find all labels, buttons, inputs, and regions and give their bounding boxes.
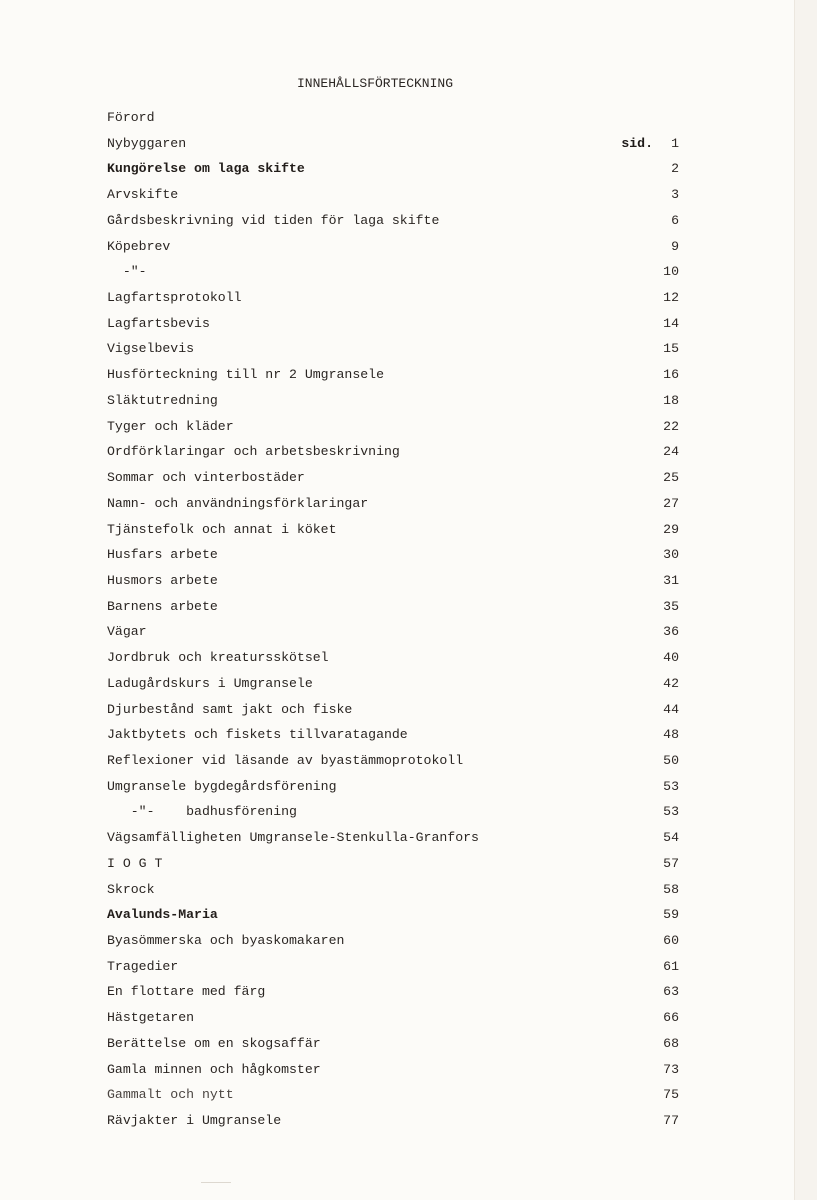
toc-entry-title: Husförteckning till nr 2 Umgransele [107,367,384,383]
toc-entry [107,288,681,314]
toc-entry-page-number: 54 [663,830,679,846]
toc-entry-title: Gårdsbeskrivning vid tiden för laga skifte [107,212,440,228]
table-of-contents [107,108,681,1137]
toc-entry [107,339,681,365]
toc-entry-page-number: 35 [663,598,679,614]
toc-entry-page-number: 12 [663,290,679,306]
toc-entry-title: Vägar [107,624,147,640]
toc-entry-title: Reflexioner vid läsande av byastämmoprotokoll [107,752,464,768]
toc-entry [107,365,681,391]
toc-entry [107,1008,681,1034]
toc-entry-title: Skrock [107,881,155,897]
toc-entry-title: Husmors arbete [107,572,218,588]
toc-entry [107,159,681,185]
toc-entry [107,237,681,263]
toc-entry-title: Ordförklaringar och arbetsbeskrivning [107,444,400,460]
toc-entry [107,622,681,648]
toc-entry-title: Berättelse om en skogsaffär [107,1035,321,1051]
toc-entry-title: -"- [107,264,147,280]
toc-entry [107,1085,681,1111]
toc-entry-title: Kungörelse om laga skifte [107,161,305,177]
toc-entry-page-number: 50 [663,752,679,768]
toc-entry-page-number: 18 [663,392,679,408]
toc-entry-title: Hästgetaren [107,1010,195,1026]
toc-entry-title: Köpebrev [107,238,171,254]
toc-entry [107,391,681,417]
toc-entry-page-number: 48 [663,727,679,743]
toc-entry-title: Ladugårdskurs i Umgransele [107,675,313,691]
toc-entry [107,700,681,726]
toc-entry [107,211,681,237]
toc-entry-page-number: 68 [663,1035,679,1051]
toc-entry-page-number: 24 [663,444,679,460]
toc-entry-page-number: 53 [663,804,679,820]
toc-entry-page-number: 42 [663,675,679,691]
toc-entry-page-number: 63 [663,984,679,1000]
toc-entry [107,442,681,468]
toc-entry-title: Nybyggaren [107,135,187,151]
toc-entry-page-number: 59 [663,907,679,923]
toc-entry-page-number: 16 [663,367,679,383]
toc-entry [107,108,681,134]
toc-entry-title: Släktutredning [107,392,218,408]
toc-entry-title: Barnens arbete [107,598,218,614]
toc-entry [107,957,681,983]
toc-entry [107,802,681,828]
toc-entry-title: -"- badhusförening [107,804,297,820]
toc-entry-page-number: 60 [663,933,679,948]
toc-entry-page-number: 15 [663,341,679,357]
toc-entry-page-number: 57 [663,855,679,871]
toc-entry [107,1111,681,1137]
toc-entry-page-number: 77 [663,1113,679,1129]
toc-entry [107,520,681,546]
toc-entry-page-number: 27 [663,495,679,511]
toc-entry-title: Tjänstefolk och annat i köket [107,521,337,537]
page-title: INNEHÅLLSFÖRTECKNING [296,76,454,91]
toc-entry-title: Avalunds-Maria [107,907,218,923]
toc-entry [107,314,681,340]
toc-entry [107,648,681,674]
toc-entry-title: Gamla minnen och hågkomster [107,1061,321,1077]
toc-entry-title: Tragedier [107,958,179,974]
toc-entry-page-number: 14 [663,315,679,331]
toc-entry-page-number: 58 [663,881,679,897]
toc-entry-page-number: 6 [671,212,679,228]
toc-entry [107,262,681,288]
page-prefix-label: sid. [621,135,653,151]
toc-entry [107,1034,681,1060]
toc-entry-page-number: 29 [663,521,679,537]
toc-entry-title: Jaktbytets och fiskets tillvaratagande [107,727,408,743]
toc-entry [107,185,681,211]
toc-entry-title: Vägsamfälligheten Umgransele-Stenkulla-Granfors [107,830,479,846]
toc-entry-page-number: 3 [671,187,679,203]
toc-entry-title: Namn- och användningsförklaringar [107,495,369,511]
toc-entry-page-number: 22 [663,418,679,434]
toc-entry [107,777,681,803]
toc-entry [107,468,681,494]
toc-entry-page-number: 75 [663,1087,679,1103]
toc-entry-title: I O G T [107,855,163,871]
toc-entry-page-number: 53 [663,778,679,794]
toc-entry-title: Gammalt och nytt [107,1087,234,1103]
toc-entry-title: Förord [107,110,155,125]
toc-entry-page-number: 31 [663,572,679,588]
toc-entry-title: Vigselbevis [107,341,195,357]
toc-entry [107,725,681,751]
toc-entry [107,905,681,931]
toc-entry-page-number: 40 [663,650,679,666]
toc-entry [107,494,681,520]
toc-entry [107,751,681,777]
toc-entry [107,1060,681,1086]
toc-entry-title: Djurbestånd samt jakt och fiske [107,701,353,717]
toc-entry [107,674,681,700]
toc-entry [107,854,681,880]
toc-entry [107,982,681,1008]
toc-entry-title: Umgransele bygdegårdsförening [107,778,337,794]
toc-entry-page-number: 9 [671,238,679,254]
toc-entry [107,134,681,160]
toc-entry-page-number: 73 [663,1061,679,1077]
toc-entry-title: Husfars arbete [107,547,218,563]
toc-entry-title: Rävjakter i Umgransele [107,1113,282,1129]
paper-mark [201,1182,231,1183]
toc-entry-title: Arvskifte [107,187,179,203]
toc-entry-page-number: 1 [671,135,679,151]
toc-entry-title: Byasömmerska och byaskomakaren [107,933,345,948]
toc-entry-title: Tyger och kläder [107,418,234,434]
toc-entry-page-number: 44 [663,701,679,717]
toc-entry-title: Jordbruk och kreatursskötsel [107,650,329,666]
toc-entry-page-number: 36 [663,624,679,640]
toc-entry-page-number: 61 [663,958,679,974]
toc-entry [107,880,681,906]
toc-entry [107,828,681,854]
toc-entry-page-number: 10 [663,264,679,280]
toc-entry [107,417,681,443]
toc-entry-page-number: 25 [663,470,679,486]
toc-entry-page-number: 2 [671,161,679,177]
toc-entry-page-number: 66 [663,1010,679,1026]
toc-entry [107,931,681,957]
toc-entry-title: En flottare med färg [107,984,266,1000]
toc-entry [107,545,681,571]
page-edge [794,0,817,1200]
toc-entry-page-number: 30 [663,547,679,563]
toc-entry-title: Sommar och vinterbostäder [107,470,305,486]
toc-entry [107,597,681,623]
toc-entry-title: Lagfartsbevis [107,315,210,331]
toc-entry [107,571,681,597]
toc-entry-title: Lagfartsprotokoll [107,290,242,306]
